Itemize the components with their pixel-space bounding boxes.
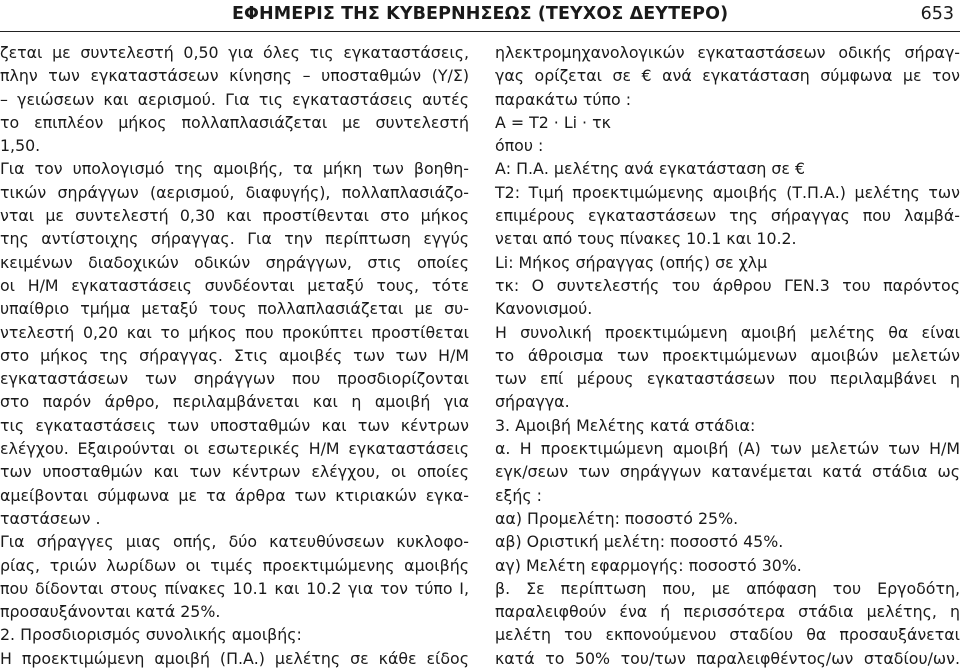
text-line: κατά το 50% του/των παραλειφθέντος/ων σταδίου/ων. xyxy=(495,648,960,668)
text-line: των επί μέρους εγκαταστάσεων που περιλαμβάνει η xyxy=(495,369,960,389)
text-line: 1,50. xyxy=(0,136,41,156)
header-rule xyxy=(0,31,960,32)
text-line: ηλεκτρομηχανολογικών εγκαταστάσεων οδικής σήραγ- xyxy=(495,43,960,62)
text-line: ζεται με συντελεστή 0,50 για όλες τις εγκαταστάσεις, xyxy=(0,43,469,62)
text-line: Κανονισμού. xyxy=(495,299,593,319)
text-line: ρίας, τριών λωρίδων οι τιμές προεκτιμώμενης αμοιβής xyxy=(0,555,469,575)
text-line: αγ) Μελέτη εφαρμογής: ποσοστό 30%. xyxy=(495,555,802,575)
text-line: αμείβονται σύμφωνα με τα άρθρα των κτιριακών εγκα- xyxy=(0,485,469,505)
text-line: Li: Μήκος σήραγγας (οπής) σε χλμ xyxy=(495,252,768,272)
text-line: νεται από τους πίνακες 10.1 και 10.2. xyxy=(495,229,797,249)
text-line: όπου : xyxy=(495,136,544,156)
text-line: που δίδονται στους πίνακες 10.1 και 10.2 για τον τύπο Ι, xyxy=(0,578,469,598)
text-line: μελέτη του εκπονούμενου σταδίου θα προσαυξάνεται xyxy=(495,625,960,645)
text-line: πλην των εγκαταστάσεων κίνησης – υποσταθμών (Υ/Σ) xyxy=(0,66,469,86)
text-line: εγκαταστάσεων των σηράγγων που προσδιορίζονται xyxy=(0,369,469,389)
text-line: γας ορίζεται σε € ανά εγκατάσταση σύμφωνα με τον xyxy=(495,66,960,86)
gazette-title: ΕΦΗΜΕΡΙΣ ΤΗΣ ΚΥΒΕΡΝΗΣΕΩΣ (ΤΕΥΧΟΣ ΔΕΥΤΕΡΟ) xyxy=(232,4,729,24)
text-line: υπαίθριο τμήμα μεταξύ τους πολλαπλασιάζεται με συ- xyxy=(0,299,469,319)
text-line: αβ) Οριστική μελέτη: ποσοστό 45%. xyxy=(495,532,784,552)
text-line: Τ2: Τιμή προεκτιμώμενης αμοιβής (Τ.Π.Α.) μελέτης των xyxy=(495,182,960,202)
left-column xyxy=(0,41,472,670)
text-line: Για σήραγγες μιας οπής, δύο κατευθύνσεων κυκλοφο- xyxy=(0,532,469,552)
text-line: Η συνολική προεκτιμώμενη αμοιβή μελέτης θα είναι xyxy=(495,322,960,342)
text-line: στο μήκος της σήραγγας. Στις αμοιβές των των Η/Μ xyxy=(0,345,469,365)
text-line: Α = Τ2 · Li · τκ xyxy=(495,112,611,132)
text-line: εξής : xyxy=(495,485,542,505)
text-line: παρακάτω τύπο : xyxy=(495,89,632,109)
text-line: επιμέρους εγκαταστάσεων της σήραγγας που λαμβά- xyxy=(495,206,960,226)
text-line: ελέγχου. Εξαιρούνται οι εσωτερικές Η/Μ εγκαταστάσεις xyxy=(0,439,469,459)
text-line: Α: Π.Α. μελέτης ανά εγκατάσταση σε € xyxy=(495,159,805,179)
page-number: 653 xyxy=(920,4,954,24)
text-line: ντελεστή 0,20 και το μήκος που προκύπτει προστίθεται xyxy=(0,322,469,342)
text-line: σήραγγα. xyxy=(495,392,570,412)
text-line: κειμένων διαδοχικών οδικών σηράγγων, στις οποίες xyxy=(0,252,469,272)
text-line: τις εγκαταστάσεις των υποσταθμών και των κέντρων xyxy=(0,415,469,435)
right-column xyxy=(495,41,960,670)
page-header xyxy=(0,0,960,32)
text-line: στο παρόν άρθρο, περιλαμβάνεται και η αμοιβή για xyxy=(0,392,469,412)
text-line: προσαυξάνονται κατά 25%. xyxy=(0,602,221,622)
text-line: Η προεκτιμώμενη αμοιβή (Π.Α.) μελέτης σε κάθε είδος xyxy=(0,648,469,668)
text-line: β. Σε περίπτωση που, με απόφαση του Εργοδότη, xyxy=(495,578,960,598)
text-line: των υποσταθμών και των κέντρων ελέγχου, οι οποίες xyxy=(0,462,469,482)
text-line: Για τον υπολογισμό της αμοιβής, τα μήκη των βοηθη- xyxy=(0,159,469,179)
text-line: τκ: Ο συντελεστής του άρθρου ΓΕΝ.3 του παρόντος xyxy=(495,275,960,295)
text-line: νται με συντελεστή 0,30 και προστίθενται στο μήκος xyxy=(0,206,469,226)
text-line: – γειώσεων και αερισμού. Για τις εγκαταστάσεις αυτές xyxy=(0,89,469,109)
text-line: εγκ/σεων των σηράγγων κατανέμεται κατά στάδια ως xyxy=(495,462,960,482)
text-line: της αντίστοιχης σήραγγας. Για την περίπτωση εγγύς xyxy=(0,229,469,249)
text-line: οι Η/Μ εγκαταστάσεις συνδέονται μεταξύ τους, τότε xyxy=(0,275,469,295)
text-line: τικών σηράγγων (αερισμού, διαφυγής), πολλαπλασιάζο- xyxy=(0,182,469,202)
text-line: το επιπλέον μήκος πολλαπλασιάζεται με συντελεστή xyxy=(0,112,469,132)
text-line: αα) Προμελέτη: ποσοστό 25%. xyxy=(495,508,739,528)
text-line: 2. Προσδιορισμός συνολικής αμοιβής: xyxy=(0,625,302,645)
text-line: παραλειφθούν ένα ή περισσότερα στάδια μελέτης, η xyxy=(495,602,960,622)
text-line: α. Η προεκτιμώμενη αμοιβή (Α) των μελετών των Η/Μ xyxy=(495,439,960,459)
text-line: το άθροισμα των προεκτιμώμενων αμοιβών μελετών xyxy=(495,345,960,365)
text-line: ταστάσεων . xyxy=(0,508,101,528)
text-line: 3. Αμοιβή Μελέτης κατά στάδια: xyxy=(495,415,756,435)
